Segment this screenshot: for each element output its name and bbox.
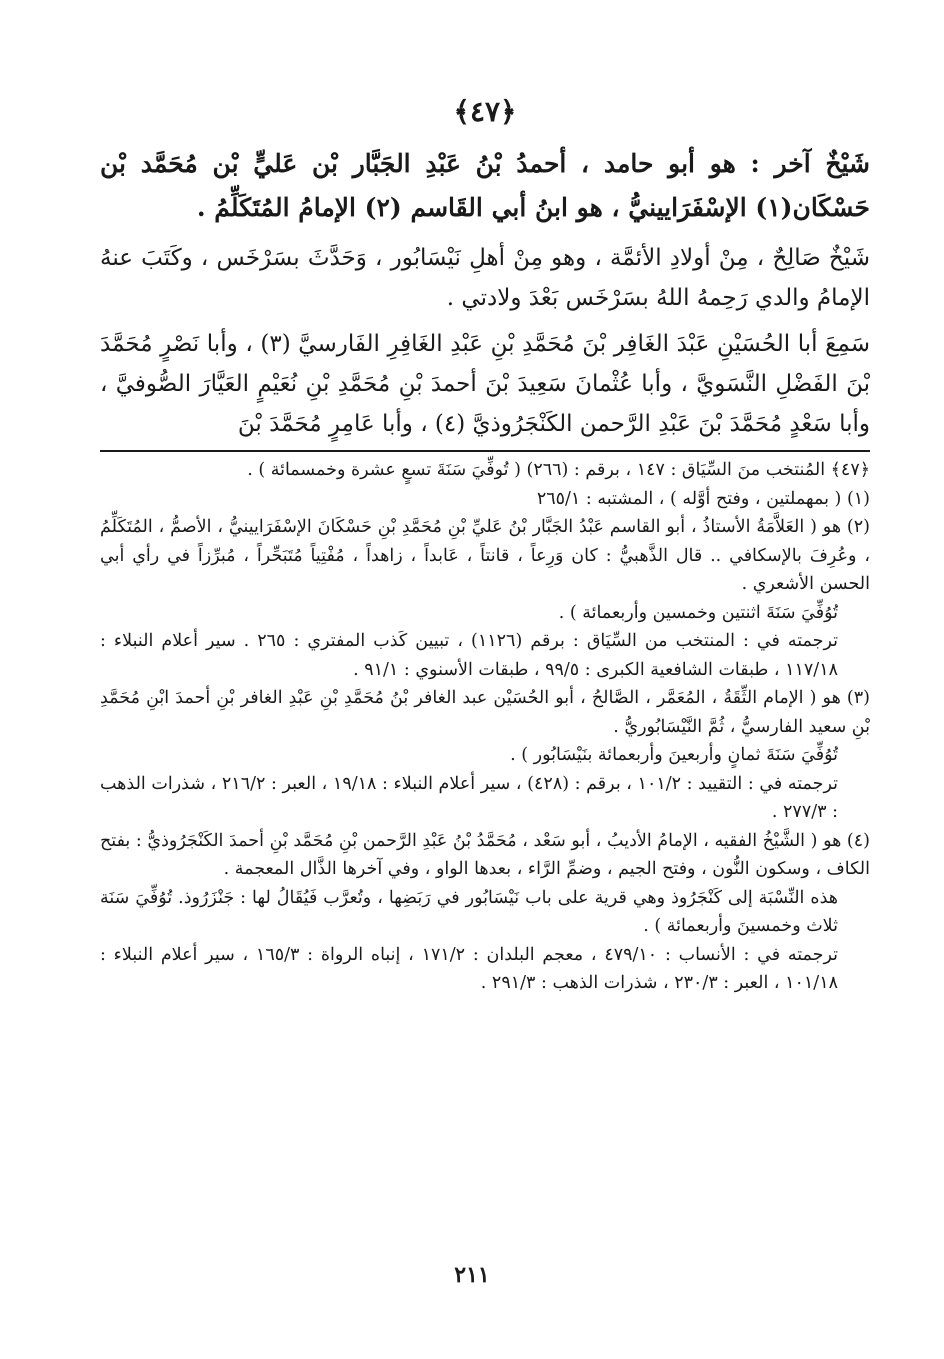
footnote: تُوُفِّيَ سَنَةَ ثمانٍ وأربعينَ وأربعمائة بنَيْسَابُور ) . [510, 745, 838, 765]
page-content [100, 95, 870, 998]
footnote: (٣) هو ( الإمام الثِّقَةُ ، المُعَمَّر ، الصَّالحُ ، أبو الحُسَيْن عبد الغافر بْنُ مُحَمَّدِ بْنِ عَبْدِ الغافر بْنِ أحمدَ ابْنِ مُحَمَّدِ بْنِ سعيد الفارسيُّ ، ثُمَّ النَّيْسَابُوريُّ . [100, 688, 870, 737]
footnote: ترجمته في : الأنساب : ٤٧٩/١٠ ، معجم البلدان : ١٧١/٢ ، إنباه الرواة : ١٦٥/٣ ، سير أعلام النبلاء : ١٠١/١٨ ، العبر : ٢٣٠/٣ ، شذرات الذهب : ٢٩١/٣ . [100, 944, 838, 993]
footnote: (٢) هو ( العَلاَّمَةُ الأستاذُ ، أبو القاسم عَبْدُ الجَبَّار بْنُ عَليِّ بْنِ مُحَمَّدِ بْنِ حَسْكَانَ الإسْفَرَايينيُّ ، الأصمُّ ، المُتَكَلِّمُ ، وعُرِفَ بالإسكافي .. قال الذَّهبيُّ : كان وَرِعاً ، قانتاً ، عَابداً ، زاهداً ، مُفْتِياً مُتَبَحِّراً ، مُبرِّزاً في رأي أبي الحسن الأشعري . [100, 517, 870, 594]
footnote: (٤) هو ( الشَّيْخُ الفقيه ، الإمامُ الأديبُ ، أبو سَعْد ، مُحَمَّدُ بْنُ عَبْدِ الرَّحمن بْنِ مُحَمَّد بْنِ أحمدَ الكَنْجَرُوذيُّ : بفتح الكاف ، وسكون النُّون ، وفتح الجيم ، وضمِّ الرَّاء ، بعدها الواو ، وفي آخرها الذَّال المعجمة . [100, 830, 870, 879]
page-number: ٢١١ [454, 1262, 490, 1288]
footnote: ترجمته في : التقييد : ١٠١/٢ ، برقم : (٤٢٨) ، سير أعلام النبلاء : ١٩/١٨ ، العبر : ٢١٦/٢ ، شذرات الذهب : ٢٧٧/٣ . [100, 773, 838, 822]
footnote: ترجمته في : المنتخب من السِّيَاق : برقم (١١٢٦) ، تبيين كَذب المفتري : ٢٦٥ . سير أعلام النبلاء : ١١٧/١٨ ، طبقات الشافعية الكبرى : ٩٩/٥ ، طبقات الأسنوي : ٩١/١ . [100, 631, 838, 680]
footnote: هذه النِّسْبَة إلى كَنْجَرُوذ وهي قرية على باب نَيْسَابُور في رَبَضِها ، وتُعرَّب فَيُقَالُ لها : جَنْزَرُوذ. تُوُفِّيَ سَنَة ثلاث وخمسينَ وأربعمائة ) . [100, 887, 838, 936]
footnote: تُوُفِّيَ سَنَةَ اثنتين وخمسين وأربعمائة ) . [558, 602, 838, 623]
entry-number: ﴿٤٧﴾ [453, 95, 517, 128]
footnote: (١) ( بمهملتين ، وفتح أوَّله ) ، المشتبه : ٢٦٥/١ [536, 488, 870, 509]
entry-heading: شَيْخٌ آخر : هو أبو حامد ، أحمدُ بْنُ عَبْدِ الجَبَّار بْن عَليٍّ بْن مُحَمَّد بْن حَسْكَان(١) الإسْفَرَايينيُّ ، هو ابنُ أبي القَاسم (٢) الإمامُ المُتَكَلِّمُ . [100, 149, 870, 222]
body-paragraph: شَيْخٌ صَالِحٌ ، مِنْ أولادِ الأئمَّة ، وهو مِنْ أهلِ نَيْسَابُور ، وَحَدَّثَ بسَرْخَس ، وكَتَبَ عنهُ الإمامُ والدي رَحِمهُ اللهُ بسَرْخَس بَعْدَ ولادتي . [100, 245, 870, 311]
footnote: ﴿٤٧﴾ المُنتخب منَ السِّيَاق : ١٤٧ ، برقم : (٢٦٦) ( تُوفِّيَ سَنَةَ تسعٍ عشرة وخمسمائة ) . [247, 460, 870, 480]
footnote-divider [100, 450, 870, 452]
footnotes [100, 456, 870, 998]
body-paragraph: سَمِعَ أبا الحُسَيْنِ عَبْدَ الغَافِر بْنَ مُحَمَّدِ بْنِ عَبْدِ الغَافِرِ الفَارسيَّ (٣) ، وأبا نَصْرٍ مُحَمَّدَ بْنَ الفَضْلِ النَّسَويَّ ، وأبا عُثْمانَ سَعِيدَ بْنَ أحمدَ بْنِ مُحَمَّدِ بْنِ نُعَيْمٍ العَيَّارَ الصُّوفيَّ ، وأبا سَعْدٍ مُحَمَّدَ بْنَ عَبْدِ الرَّحمن الكَنْجَرُوذيَّ (٤) ، وأبا عَامِرٍ مُحَمَّدَ بْنَ [100, 331, 870, 437]
